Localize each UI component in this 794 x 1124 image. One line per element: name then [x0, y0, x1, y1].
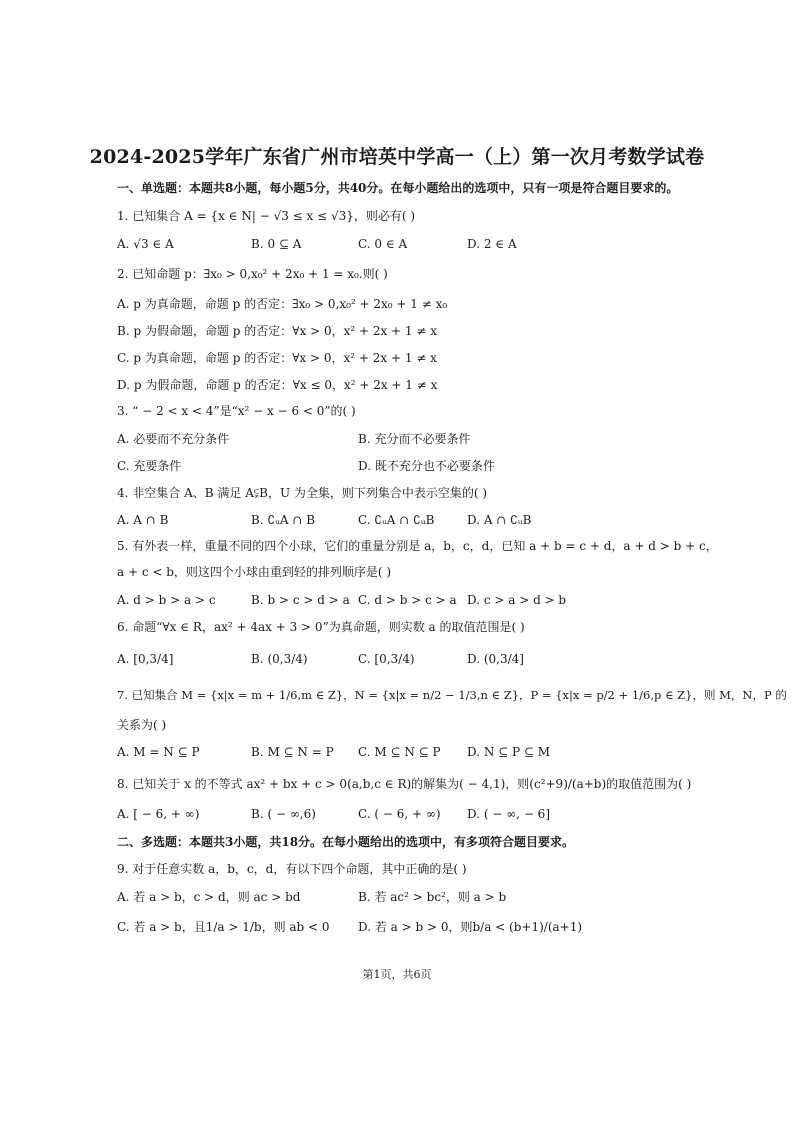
question-3-option-d: D. 既不充分也不必要条件: [358, 459, 495, 473]
question-4-option-a: A. A ∩ B: [117, 513, 169, 527]
question-6-option-d: D. (0,3/4]: [467, 652, 524, 666]
question-7-stem: 7. 已知集合 M = {x|x = m + 1/6,m ∈ Z}，N = {x|x = n/2 − 1/3,n ∈ Z}，P = {x|x = p/2 + 1/6,p ∈ Z}，则 M，N，P 的: [117, 688, 787, 702]
question-9-stem: 9. 对于任意实数 a，b，c，d，有以下四个命题，其中正确的是( ): [117, 862, 467, 876]
question-2-option-a: A. p 为真命题，命题 p 的否定：∃x₀ > 0,x₀² + 2x₀ + 1 ≠ x₀: [117, 297, 448, 311]
question-1-option-d: D. 2 ∈ A: [467, 237, 517, 251]
question-6-option-a: A. [0,3/4]: [117, 652, 174, 666]
question-8-option-c: C. ( − 6, + ∞): [358, 807, 441, 821]
question-2-option-c: C. p 为真命题，命题 p 的否定：∀x > 0，x² + 2x + 1 ≠ x: [117, 351, 437, 365]
question-7-option-d: D. N ⊆ P ⊆ M: [467, 745, 551, 759]
page-footer: 第1页，共6页: [362, 968, 432, 981]
question-8-option-a: A. [ − 6, + ∞): [117, 807, 200, 821]
question-6-option-b: B. (0,3/4): [251, 652, 308, 666]
question-1-option-b: B. 0 ⊆ A: [251, 237, 302, 251]
question-6-option-c: C. [0,3/4): [358, 652, 415, 666]
question-1-option-c: C. 0 ∈ A: [358, 237, 408, 251]
question-7-option-a: A. M = N ⊆ P: [117, 745, 200, 759]
question-2-stem: 2. 已知命题 p：∃x₀ > 0,x₀² + 2x₀ + 1 = x₀.则( ): [117, 267, 388, 281]
question-4-option-b: B. ∁ᵤA ∩ B: [251, 513, 316, 527]
question-8-option-b: B. ( − ∞,6): [251, 807, 316, 821]
question-7-option-c: C. M ⊆ N ⊆ P: [358, 745, 441, 759]
question-5-option-b: B. b > c > d > a: [251, 593, 350, 607]
section-heading-multiple-choice: 二、多选题：本题共3小题，共18分。在每小题给出的选项中，有多项符合题目要求。: [117, 835, 575, 849]
question-9-option-a: A. 若 a > b，c > d，则 ac > bd: [117, 890, 301, 904]
question-8-stem: 8. 已知关于 x 的不等式 ax² + bx + c > 0(a,b,c ∈ R)的解集为( − 4,1)，则(c²+9)/(a+b)的取值范围为( ): [117, 777, 692, 791]
question-5-stem-continued: a + c < b，则这四个小球由重到轻的排列顺序是( ): [117, 565, 392, 579]
question-3-option-b: B. 充分而不必要条件: [358, 432, 471, 446]
question-3-option-a: A. 必要而不充分条件: [117, 432, 230, 446]
question-4-option-c: C. ∁ᵤA ∩ ∁ᵤB: [358, 513, 435, 527]
question-5-option-d: D. c > a > d > b: [467, 593, 567, 607]
question-2-option-b: B. p 为假命题，命题 p 的否定：∀x > 0，x² + 2x + 1 ≠ x: [117, 324, 438, 338]
question-4-stem: 4. 非空集合 A、B 满足 A⫋B，U 为全集，则下列集合中表示空集的( ): [117, 486, 488, 500]
question-9-option-d: D. 若 a > b > 0，则b/a < (b+1)/(a+1): [358, 920, 583, 934]
question-3-option-c: C. 充要条件: [117, 459, 182, 473]
question-4-option-d: D. A ∩ ∁ᵤB: [467, 513, 532, 527]
question-6-stem: 6. 命题“∀x ∈ R，ax² + 4ax + 3 > 0”为真命题，则实数 a 的取值范围是( ): [117, 620, 525, 634]
question-5-option-a: A. d > b > a > c: [117, 593, 216, 607]
question-1-stem: 1. 已知集合 A = {x ∈ N| − √3 ≤ x ≤ √3}，则必有( ): [117, 209, 416, 223]
exam-title: 2024-2025学年广东省广州市培英中学高一（上）第一次月考数学试卷: [89, 146, 705, 168]
question-5-stem: 5. 有外表一样，重量不同的四个小球，它们的重量分别是 a，b，c，d，已知 a + b = c + d，a + d > b + c，: [117, 539, 718, 553]
section-heading-single-choice: 一、单选题：本题共8小题，每小题5分，共40分。在每小题给出的选项中，只有一项是符合题目要求的。: [117, 181, 679, 195]
question-9-option-c: C. 若 a > b，且1/a > 1/b，则 ab < 0: [117, 920, 330, 934]
question-7-stem-continued: 关系为( ): [117, 718, 167, 732]
question-7-option-b: B. M ⊆ N = P: [251, 745, 334, 759]
question-9-option-b: B. 若 ac² > bc²，则 a > b: [358, 890, 507, 904]
question-5-option-c: C. d > b > c > a: [358, 593, 457, 607]
question-3-stem: 3. “ − 2 < x < 4”是“x² − x − 6 < 0”的( ): [117, 404, 356, 418]
question-8-option-d: D. ( − ∞, − 6]: [467, 807, 550, 821]
question-1-option-a: A. √3 ∈ A: [117, 237, 174, 251]
question-2-option-d: D. p 为假命题，命题 p 的否定：∀x ≤ 0，x² + 2x + 1 ≠ x: [117, 378, 438, 392]
